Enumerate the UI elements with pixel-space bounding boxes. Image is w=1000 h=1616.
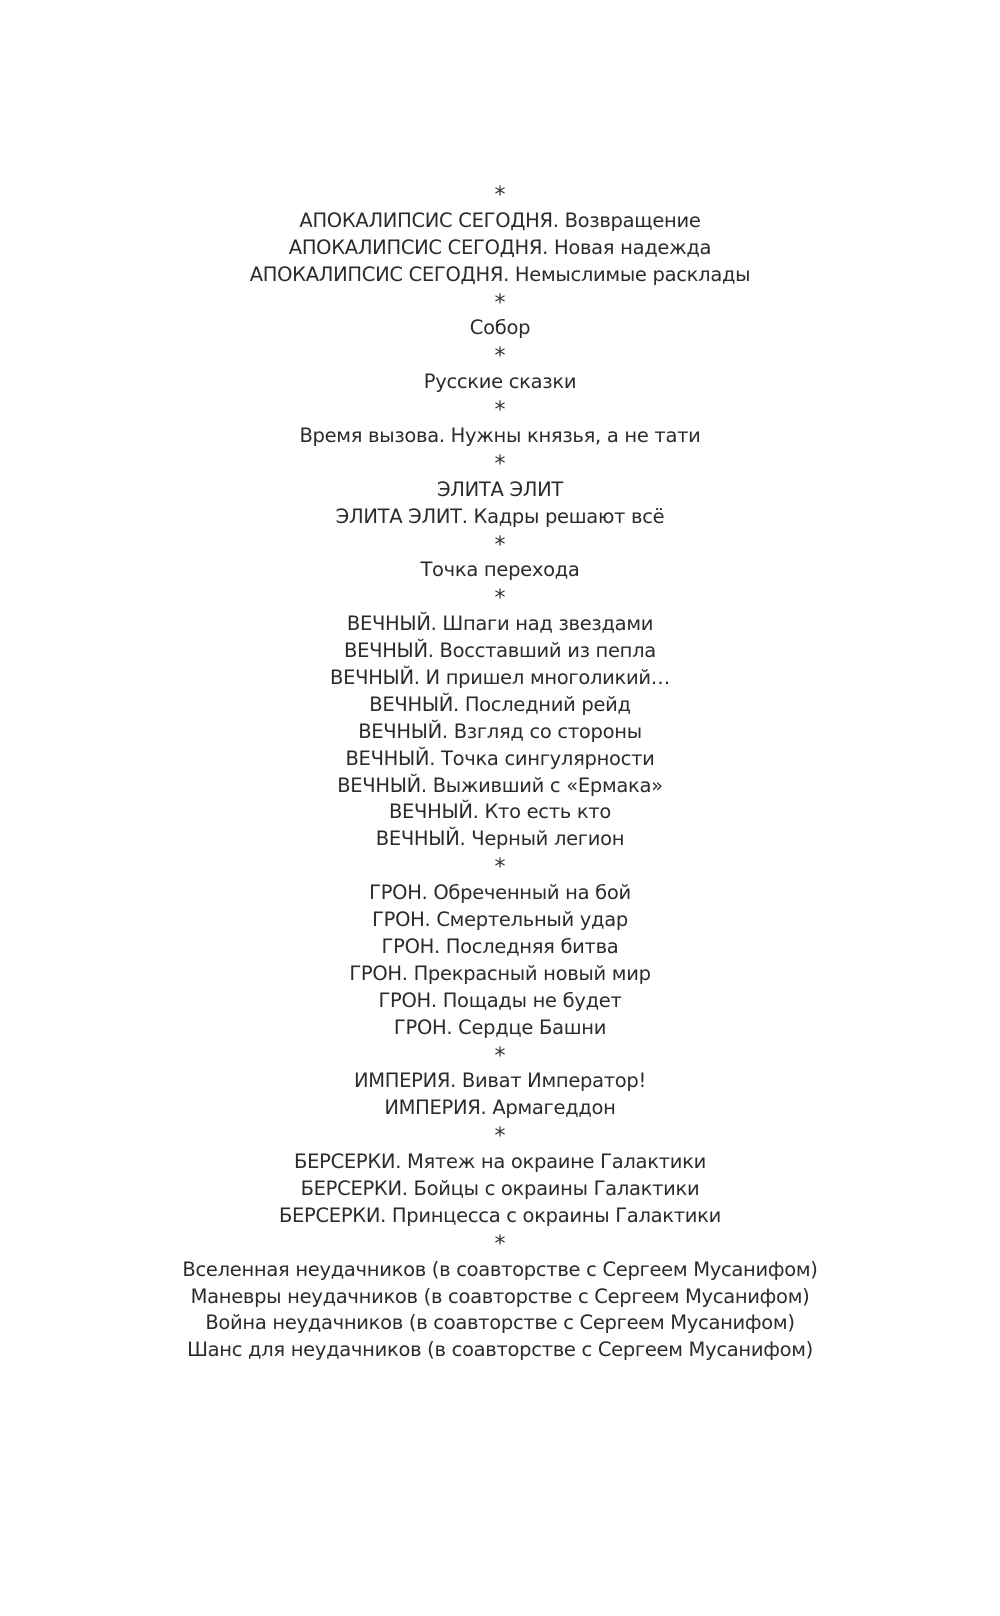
book-title: Русские сказки [423, 370, 577, 394]
section-separator: * [494, 344, 506, 370]
book-title: БЕРСЕРКИ. Принцесса с окраины Галактики [278, 1203, 722, 1227]
book-title: ВЕЧНЫЙ. Точка сингулярности [345, 746, 655, 770]
bibliography-list [0, 181, 1000, 1364]
book-title: ЭЛИТА ЭЛИТ [436, 477, 564, 501]
book-title: ИМПЕРИЯ. Виват Император! [353, 1069, 647, 1093]
book-title: Собор [469, 316, 531, 340]
book-title: ГРОН. Сердце Башни [393, 1015, 607, 1039]
book-title: ГРОН. Обреченный на бой [369, 881, 631, 905]
section-separator: * [494, 1231, 506, 1257]
book-title: Вселенная неудачников (в соавторстве с Сергеем Мусанифом) [182, 1257, 818, 1281]
section-separator: * [494, 451, 506, 477]
book-title: ВЕЧНЫЙ. Кто есть кто [388, 800, 612, 824]
book-title: Время вызова. Нужны князья, а не тати [299, 424, 701, 448]
book-title: Маневры неудачников (в соавторстве с Сергеем Мусанифом) [190, 1284, 810, 1308]
book-title: Точка перехода [420, 558, 580, 582]
section-separator: * [494, 1043, 506, 1069]
section-separator: * [494, 290, 506, 316]
book-title: ГРОН. Смертельный удар [372, 908, 628, 932]
section-separator: * [494, 398, 506, 424]
book-title: ВЕЧНЫЙ. Последний рейд [369, 692, 631, 716]
book-title: ГРОН. Последняя битва [381, 934, 619, 958]
book-title: АПОКАЛИПСИС СЕГОДНЯ. Новая надежда [288, 235, 712, 259]
book-title: ВЕЧНЫЙ. И пришел многоликий… [330, 666, 670, 690]
section-separator: * [494, 532, 506, 558]
book-title: БЕРСЕРКИ. Бойцы с окраины Галактики [300, 1176, 700, 1200]
book-title: АПОКАЛИПСИС СЕГОДНЯ. Возвращение [299, 208, 701, 232]
book-title: ГРОН. Пощады не будет [378, 988, 622, 1012]
book-title: ВЕЧНЫЙ. Шпаги над звездами [346, 612, 654, 636]
section-separator: * [494, 183, 506, 208]
book-title: ВЕЧНЫЙ. Взгляд со стороны [358, 719, 642, 743]
book-title: БЕРСЕРКИ. Мятеж на окраине Галактики [294, 1150, 706, 1174]
section-separator: * [494, 586, 506, 612]
book-title: АПОКАЛИПСИС СЕГОДНЯ. Немыслимые расклады [249, 262, 751, 286]
book-title: ВЕЧНЫЙ. Выживший с «Ермака» [337, 773, 663, 797]
book-title: ИМПЕРИЯ. Армагеддон [384, 1096, 616, 1120]
book-title: ВЕЧНЫЙ. Восставший из пепла [344, 639, 656, 663]
book-title: ВЕЧНЫЙ. Черный легион [375, 827, 625, 851]
book-title: Шанс для неудачников (в соавторстве с Сергеем Мусанифом) [187, 1338, 813, 1362]
book-title: ЭЛИТА ЭЛИТ. Кадры решают всё [335, 504, 665, 528]
book-title: ГРОН. Прекрасный новый мир [349, 961, 651, 985]
section-separator: * [494, 855, 506, 881]
book-title: Война неудачников (в соавторстве с Сергеем Мусанифом) [205, 1311, 795, 1335]
section-separator: * [494, 1124, 506, 1150]
